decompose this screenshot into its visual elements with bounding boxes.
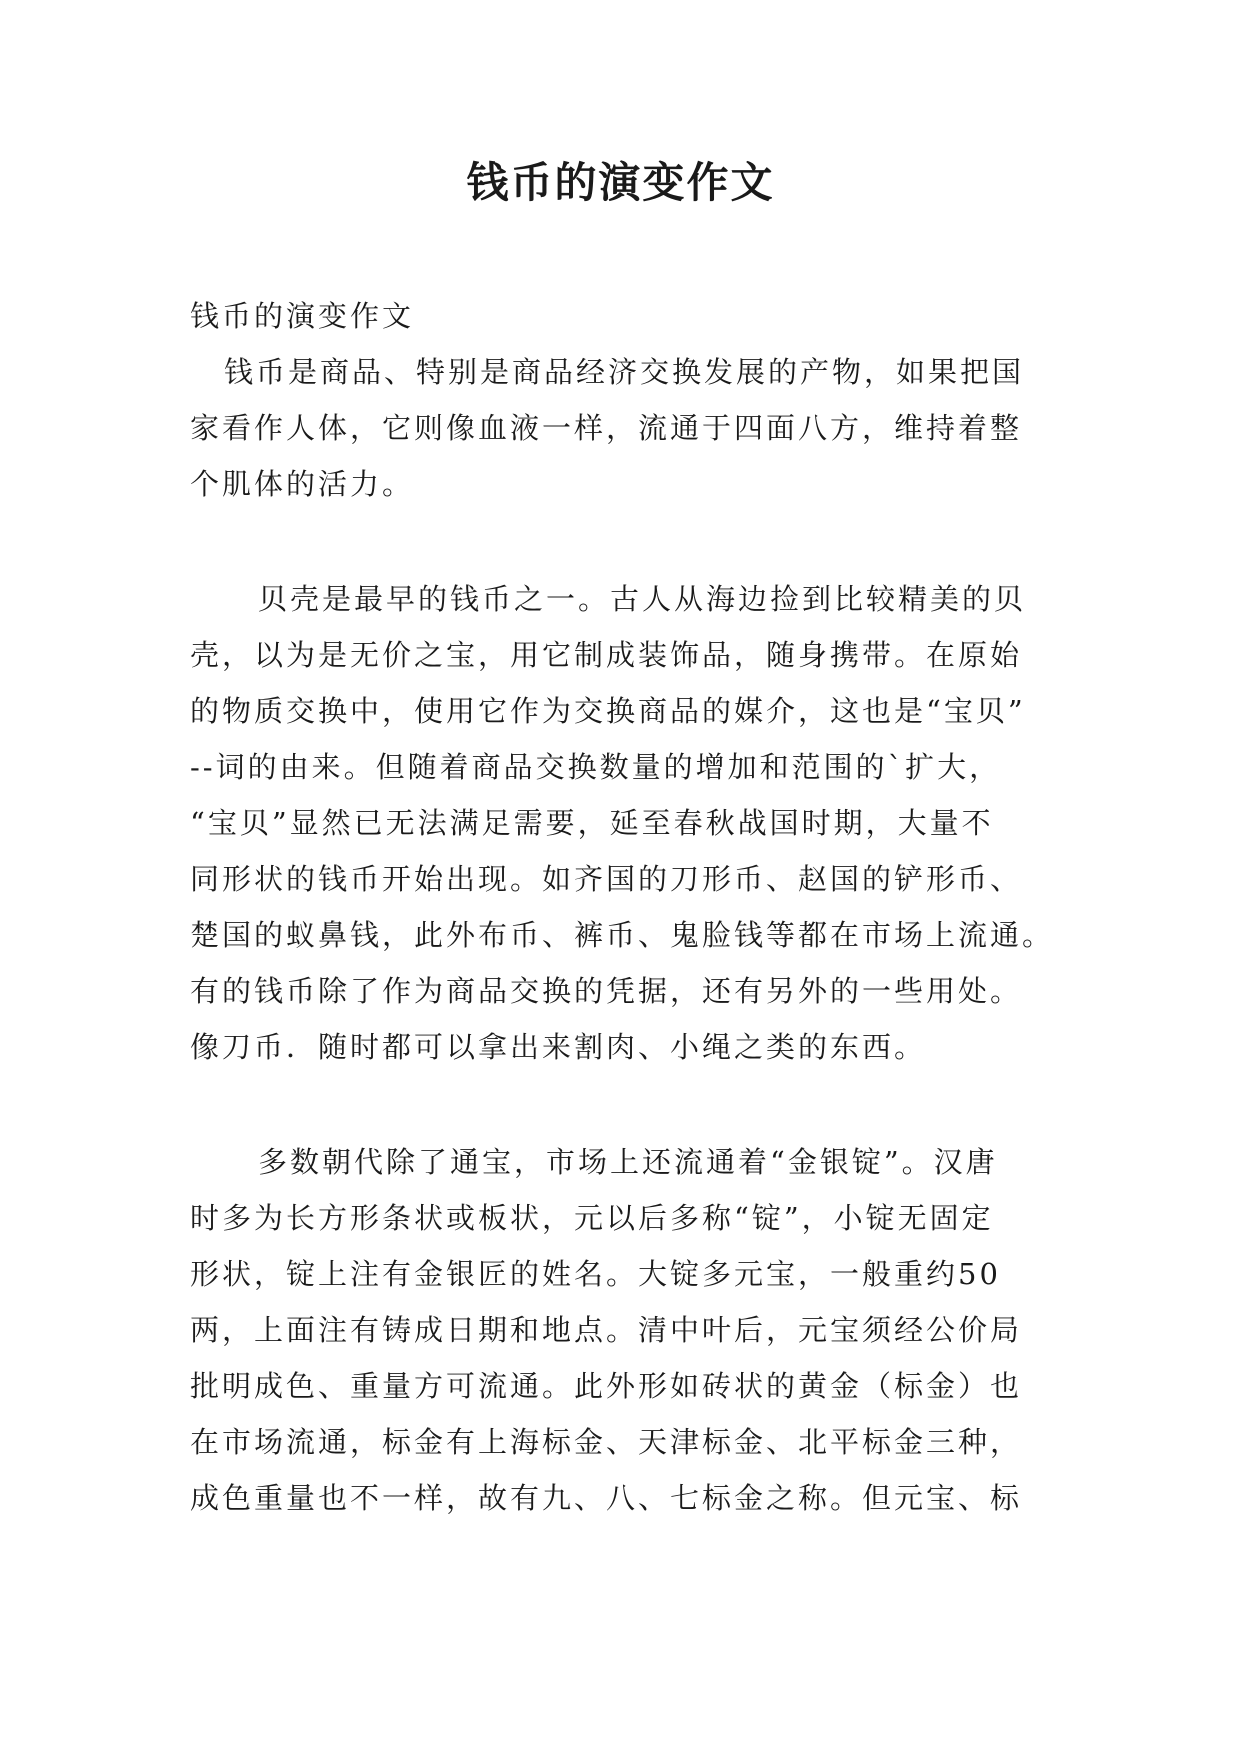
paragraph-line: 壳，以为是无价之宝，用它制成装饰品，随身携带。在原始 — [190, 638, 1023, 672]
paragraph-line: 个肌体的活力。 — [190, 467, 415, 501]
paragraph-line: 贝壳是最早的钱币之一。古人从海边捡到比较精美的贝 — [258, 582, 1027, 616]
paragraph-line: 在市场流通，标金有上海标金、天津标金、北平标金三种， — [190, 1425, 1023, 1459]
paragraph-line: 像刀币．随时都可以拿出来割肉、小绳之类的东西。 — [190, 1030, 927, 1064]
paragraph-1 — [190, 344, 1055, 512]
paragraph-2 — [190, 571, 1055, 1075]
paragraph-line: 钱币是商品、特别是商品经济交换发展的产物，如果把国 — [224, 355, 1025, 389]
document-title: 钱币的演变作文 — [466, 158, 775, 207]
paragraph-line: 家看作人体，它则像血液一样，流通于四面八方，维持着整 — [190, 411, 1023, 445]
paragraph-line: 多数朝代除了通宝，市场上还流通着“金银锭”。汉唐 — [258, 1145, 998, 1179]
paragraph-line: 有的钱币除了作为商品交换的凭据，还有另外的一些用处。 — [190, 974, 1023, 1008]
paragraph-line: 时多为长方形条状或板状，元以后多称“锭”，小锭无固定 — [190, 1201, 994, 1235]
paragraph-spacer — [190, 512, 1055, 571]
paragraph-line: 成色重量也不一样，故有九、八、七标金之称。但元宝、标 — [190, 1481, 1023, 1515]
paragraph-line: --词的由来。但随着商品交换数量的增加和范围的`扩大， — [190, 750, 1002, 784]
paragraph-line: 批明成色、重量方可流通。此外形如砖状的黄金（标金）也 — [190, 1369, 1023, 1403]
paragraph-3 — [190, 1134, 1055, 1526]
paragraph-line: 两，上面注有铸成日期和地点。清中叶后，元宝须经公价局 — [190, 1313, 1023, 1347]
paragraph-line: 楚国的蚁鼻钱，此外布币、裤币、鬼脸钱等都在市场上流通。 — [190, 918, 1055, 952]
paragraph-spacer — [190, 1075, 1055, 1134]
paragraph-line: 形状，锭上注有金银匠的姓名。大锭多元宝，一般重约50 — [190, 1257, 1001, 1291]
paragraph-line: “宝贝”显然已无法满足需要，延至春秋战国时期，大量不 — [190, 806, 994, 840]
paragraph-line: 的物质交换中，使用它作为交换商品的媒介，这也是“宝贝” — [190, 694, 1026, 728]
paragraph-line: 同形状的钱币开始出现。如齐国的刀形币、赵国的铲形币、 — [190, 862, 1023, 896]
body-subtitle: 钱币的演变作文 — [190, 299, 415, 333]
document-body — [190, 288, 1055, 1526]
